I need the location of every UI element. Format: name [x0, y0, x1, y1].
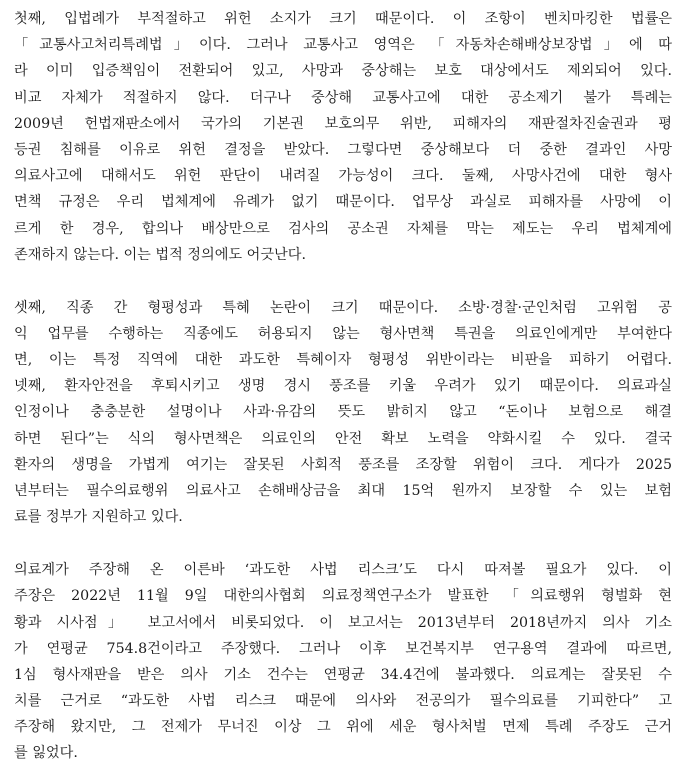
text-line: 등권 침해를 이유로 위헌 결정을 받았다. 그렇다면 중상해보다 더 중한 결과인 사망	[14, 141, 672, 158]
text-line: 년부터는 필수의료행위 의료사고 손해배상금을 최대 15억 원까지 보장할 수 있는 보험	[14, 482, 672, 499]
text-line: 주장은 2022년 11월 9일 대한의사협회 의료정책연구소가 발표한 「의료행위 형벌화 현	[14, 588, 672, 605]
text-line: 「교통사고처리특례법」이다. 그러나 교통사고 영역은 「자동차손해배상보장법」에 따	[14, 37, 672, 54]
text-line: 면책 규정은 우리 법체계에 유례가 없기 때문이다. 업무상 과실로 피해자를 사망에 이	[14, 194, 672, 211]
text-line: 가 연평균 754.8건이라고 주장했다. 그러나 이후 보건복지부 연구용역 결과에 따르면,	[14, 640, 672, 657]
text-line: 존재하지 않는다. 이는 법적 정의에도 어긋난다.	[14, 246, 306, 263]
text-line: 의료사고에 대해서도 위헌 판단이 내려질 가능성이 크다. 둘째, 사망사건에 대한 형사	[14, 168, 672, 185]
text-line: 면, 이는 특정 직역에 대한 과도한 특혜이자 형평성 위반이라는 비판을 피하기 어렵다.	[14, 352, 672, 369]
text-line: 황과 시사점」 보고서에서 비롯되었다. 이 보고서는 2013년부터 2018년까지 의사 기소	[14, 614, 672, 631]
text-line: 의료계가 주장해 온 이른바 ‘과도한 사법 리스크’도 다시 따져볼 필요가 있다. 이	[14, 562, 672, 579]
text-line: 인정이나 충충분한 설명이나 사과·유감의 뜻도 밝히지 않고 “돈이나 보험으로 해결	[14, 404, 672, 421]
text-line: 주장해 왔지만, 그 전제가 무너진 이상 그 위에 세운 형사처벌 면제 특례 주장도 근거	[14, 719, 672, 736]
text-line: 하면 된다”는 식의 형사면책은 의료인의 안전 확보 노력을 약화시킬 수 있다. 결국	[14, 430, 672, 447]
text-line: 라 이미 입증책임이 전환되어 있고, 사망과 중상해는 보호 대상에서도 제외되어 있다.	[14, 63, 672, 80]
text-line: 환자의 생명을 가볍게 여기는 잘못된 사회적 풍조를 조장할 위험이 크다. 게다가 2025	[14, 456, 672, 473]
paragraph-1	[14, 6, 672, 268]
text-line: 2009년 헌법재판소에서 국가의 기본권 보호의무 위반, 피해자의 재판절차진술권과 평	[14, 115, 672, 132]
text-line: 비교 자체가 적절하지 않다. 더구나 중상해 교통사고에 대한 공소제기 불가 특례는	[14, 89, 672, 106]
text-line: 익 업무를 수행하는 직종에도 허용되지 않는 형사면책 특권을 의료인에게만 부여한다	[14, 325, 672, 342]
paragraph-3	[14, 557, 672, 767]
text-line: 르게 한 경우, 합의나 배상만으로 검사의 공소권 자체를 막는 제도는 우리 법체계에	[14, 220, 672, 237]
paragraph-spacer	[14, 530, 672, 557]
text-line: 를 잃었다.	[14, 745, 78, 762]
text-line: 치를 근거로 “과도한 사법 리스크 때문에 의사와 전공의가 필수의료를 기피한다” 고	[14, 693, 672, 710]
text-line: 첫째, 입법례가 부적절하고 위헌 소지가 크기 때문이다. 이 조항이 벤치마킹한 법률은	[14, 11, 672, 27]
text-line: 셋째, 직종 간 형평성과 특혜 논란이 크기 때문이다. 소방·경찰·군인처럼 고위험 공	[14, 299, 672, 316]
text-line: 1심 형사재판을 받은 의사 기소 건수는 연평균 34.4건에 불과했다. 의료계는 잘못된 수	[14, 666, 672, 683]
paragraph-2	[14, 295, 672, 531]
paragraph-spacer	[14, 268, 672, 295]
text-line: 넷째, 환자안전을 후퇴시키고 생명 경시 풍조를 키울 우려가 있기 때문이다. 의료과실	[14, 378, 672, 395]
text-line: 료를 정부가 지원하고 있다.	[14, 509, 183, 526]
